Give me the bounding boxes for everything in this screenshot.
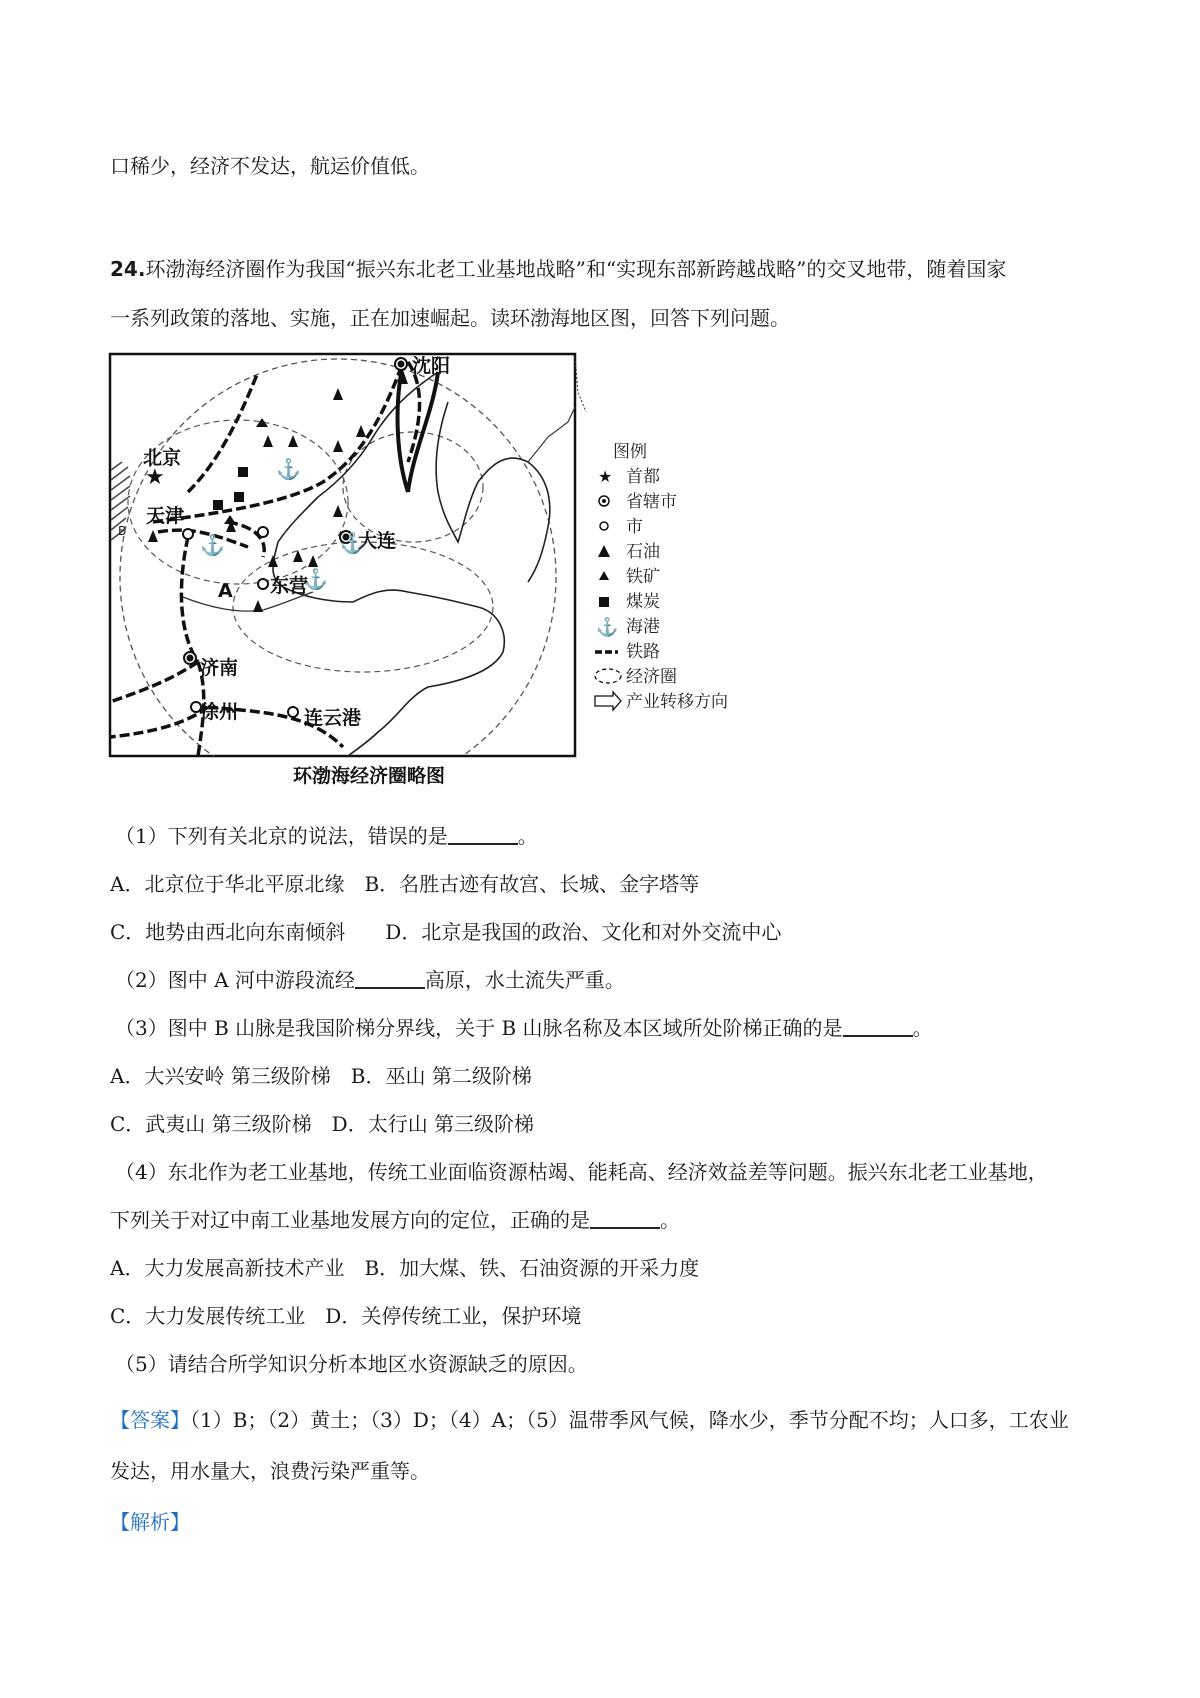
label-b: B	[118, 524, 127, 538]
legend-item-city: 市	[626, 517, 643, 537]
city-shenyang: 沈阳	[412, 355, 451, 377]
answer-blank	[355, 967, 425, 989]
legend-title: 图例	[613, 442, 647, 462]
lianyungang-marker	[288, 707, 298, 717]
legend-item-capital: 首都	[626, 467, 660, 487]
question-24-line-2: 一系列政策的落地、实施，正在加速崛起。读环渤海地区图，回答下列问题。	[110, 306, 790, 330]
option-c-d-1: C．地势由西北向东南倾斜 D．北京是我国的政治、文化和对外交流中心	[110, 920, 782, 944]
svg-text:⚓: ⚓	[596, 617, 619, 638]
svg-text:⚓: ⚓	[340, 531, 365, 555]
sub-question-5: （5）请结合所学知识分析本地区水资源缺乏的原因。	[115, 1352, 588, 1376]
legend-item-economic-circle: 经济圈	[626, 667, 677, 687]
question-text: 环渤海经济圈作为我国“振兴东北老工业基地战略”和“实现东部新跨越战略”的交叉地带，随着国家	[145, 257, 1007, 281]
answer-blank	[448, 823, 518, 845]
legend-item-railway: 铁路	[626, 642, 660, 662]
answer-line-2: 发达，用水量大，浪费污染严重等。	[110, 1459, 430, 1483]
bohai-economic-map	[108, 352, 788, 792]
svg-text:⚓: ⚓	[200, 533, 225, 557]
answer-blank	[590, 1207, 660, 1229]
option-a-b-4: A．大力发展高新技术产业 B．加大煤、铁、石油资源的开采力度	[110, 1256, 700, 1280]
question-number: 24.	[110, 257, 146, 281]
svg-text:⚓: ⚓	[303, 567, 328, 591]
answer-line-1: 【答案】（1）B；（2）黄土；（3）D；（4）A；（5）温带季风气候，降水少，季节分配不均；人口多，工农业	[110, 1408, 1069, 1432]
map-legend	[595, 442, 728, 712]
sub-question-1: （1）下列有关北京的说法，错误的是 。	[115, 824, 538, 848]
label-a: A	[218, 580, 233, 602]
legend-item-industry-shift: 产业转移方向	[626, 692, 728, 712]
beijing-star: ★	[145, 465, 165, 490]
legend-item-port: 海港	[626, 617, 660, 637]
option-a-b-1: A．北京位于华北平原北缘 B．名胜古迹有故宫、长城、金字塔等	[110, 872, 700, 896]
sub-question-2: （2）图中 A 河中游段流经 高原，水土流失严重。	[115, 968, 625, 992]
answer-blank	[843, 1015, 913, 1037]
option-a-b-3: A．大兴安岭 第三级阶梯 B．巫山 第二级阶梯	[110, 1064, 532, 1088]
option-c-d-3: C．武夷山 第三级阶梯 D．太行山 第三级阶梯	[110, 1112, 535, 1136]
svg-text:⚓: ⚓	[276, 457, 301, 481]
legend-item-iron: 铁矿	[626, 567, 660, 587]
city-dalian: 大连	[358, 530, 397, 552]
tianjin-marker	[183, 529, 193, 539]
analysis-tag: 【解析】	[110, 1510, 190, 1534]
city-beijing: 北京	[143, 447, 182, 469]
map-frame	[110, 354, 575, 756]
legend-item-provincial-city: 省辖市	[626, 492, 677, 512]
city-jinan: 济南	[200, 657, 239, 679]
city-tianjin: 天津	[146, 505, 185, 527]
option-c-d-4: C．大力发展传统工业 D．关停传统工业，保护环境	[110, 1304, 582, 1328]
text-line: 口稀少，经济不发达，航运价值低。	[110, 154, 430, 178]
sub-question-3: （3）图中 B 山脉是我国阶梯分界线，关于 B 山脉名称及本区域所处阶梯正确的是 。	[115, 1016, 933, 1040]
sub-question-4-line-1: （4）东北作为老工业基地，传统工业面临资源枯竭、能耗高、经济效益差等问题。振兴东北老工业基地，	[115, 1160, 1048, 1184]
legend-item-oil: 石油	[626, 542, 660, 562]
city-lianyungang: 连云港	[304, 707, 362, 729]
dongying-marker	[258, 579, 268, 589]
svg-text:★: ★	[598, 467, 613, 486]
question-24-line-1	[110, 253, 1006, 282]
legend-item-coal: 煤炭	[626, 592, 660, 612]
sub-question-4-line-2: 下列关于对辽中南工业基地发展方向的定位，正确的是 。	[110, 1208, 680, 1232]
map-caption: 环渤海经济圈略图	[293, 765, 446, 787]
city-xuzhou: 徐州	[200, 701, 239, 723]
answer-tag: 【答案】	[110, 1408, 190, 1432]
city-dongying: 东营	[270, 575, 309, 597]
